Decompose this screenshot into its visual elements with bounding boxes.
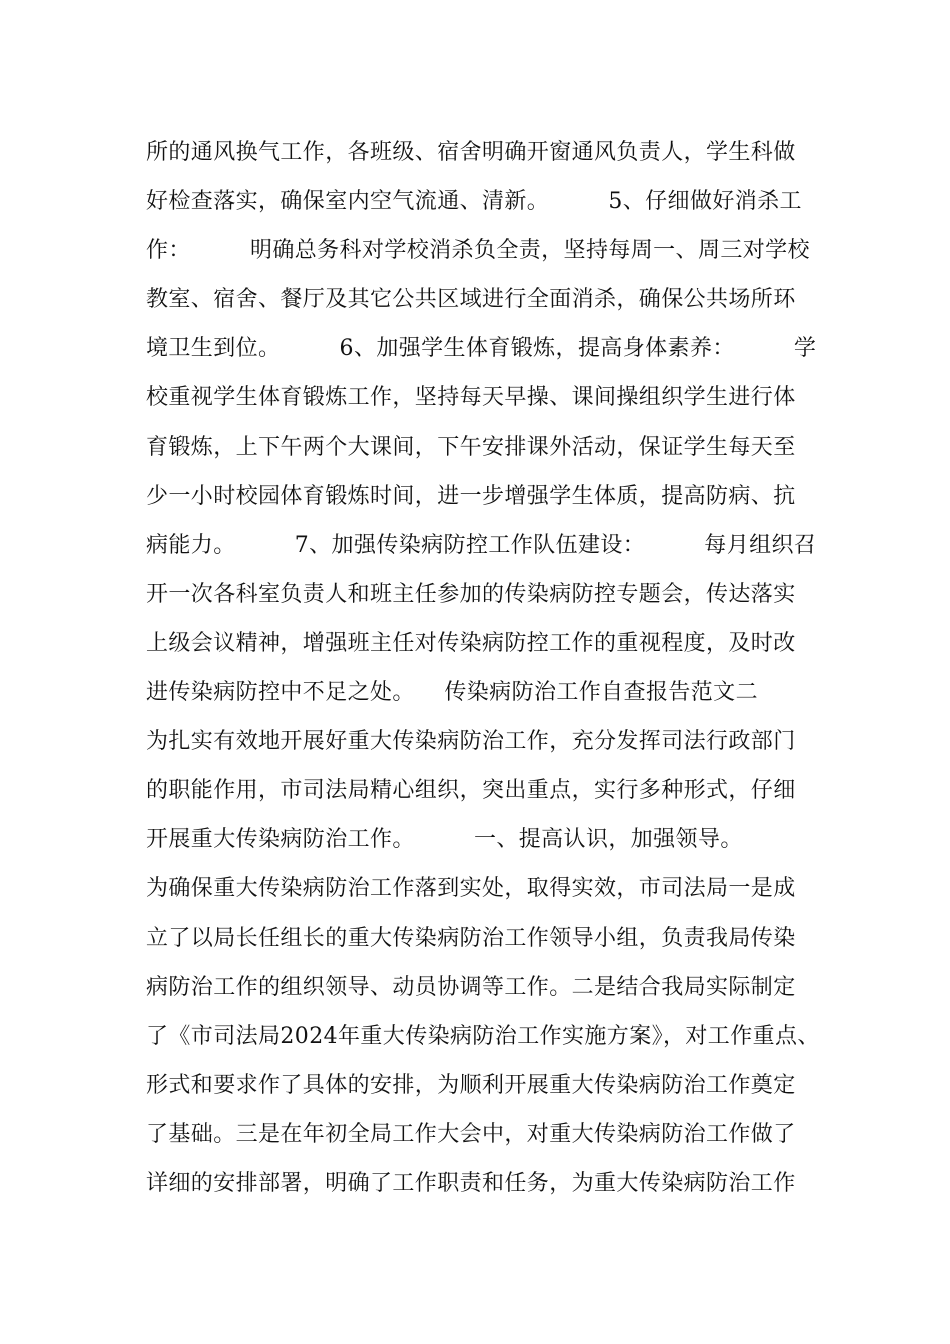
text-line: 病防治工作的组织领导、动员协调等工作。二是结合我局实际制定	[146, 974, 796, 1000]
text-line: 所的通风换气工作，各班级、宿舍明确开窗通风负责人，学生科做	[146, 140, 796, 165]
text-line: 作： 明确总务科对学校消杀负全责，坚持每周一、周三对学校	[146, 238, 810, 264]
text-line: 了基础。三是在年初全局工作大会中，对重大传染病防治工作做了	[146, 1121, 796, 1147]
text-line: 形式和要求作了具体的安排，为顺利开展重大传染病防治工作奠定	[146, 1072, 796, 1098]
text-line: 开展重大传染病防治工作。 一、提高认识，加强领导。	[146, 827, 743, 853]
text-line: 少一小时校园体育锻炼时间，进一步增强学生体质，提高防病、抗	[146, 483, 796, 509]
text-line: 进传染病防控中不足之处。 传染病防治工作自查报告范文二	[146, 680, 758, 706]
text-line: 详细的安排部署，明确了工作职责和任务，为重大传染病防治工作	[146, 1170, 796, 1196]
text-line: 为扎实有效地开展好重大传染病防治工作，充分发挥司法行政部门	[146, 729, 796, 755]
text-line: 为确保重大传染病防治工作落到实处，取得实效，市司法局一是成	[146, 876, 796, 902]
document-body	[146, 128, 836, 1208]
text-line: 境卫生到位。 6、加强学生体育锻炼，提高身体素养： 学	[146, 336, 817, 362]
text-line: 好检查落实，确保室内空气流通、清新。 5、仔细做好消杀工	[146, 189, 802, 215]
text-line: 育锻炼，上下午两个大课间，下午安排课外活动，保证学生每天至	[146, 434, 796, 460]
text-line: 了《市司法局2024年重大传染病防治工作实施方案》，对工作重点、	[146, 1023, 820, 1049]
text-line: 立了以局长任组长的重大传染病防治工作领导小组，负责我局传染	[146, 925, 796, 951]
text-line: 病能力。 7、加强传染病防控工作队伍建设： 每月组织召	[146, 532, 817, 558]
text-line: 上级会议精神，增强班主任对传染病防控工作的重视程度，及时改	[146, 630, 796, 656]
text-line: 校重视学生体育锻炼工作，坚持每天早操、课间操组织学生进行体	[146, 385, 796, 411]
text-line: 开一次各科室负责人和班主任参加的传染病防控专题会，传达落实	[146, 581, 796, 607]
text-line: 的职能作用，市司法局精心组织，突出重点，实行多种形式，仔细	[146, 778, 796, 804]
text-line: 教室、宿舍、餐厅及其它公共区域进行全面消杀，确保公共场所环	[146, 287, 796, 313]
